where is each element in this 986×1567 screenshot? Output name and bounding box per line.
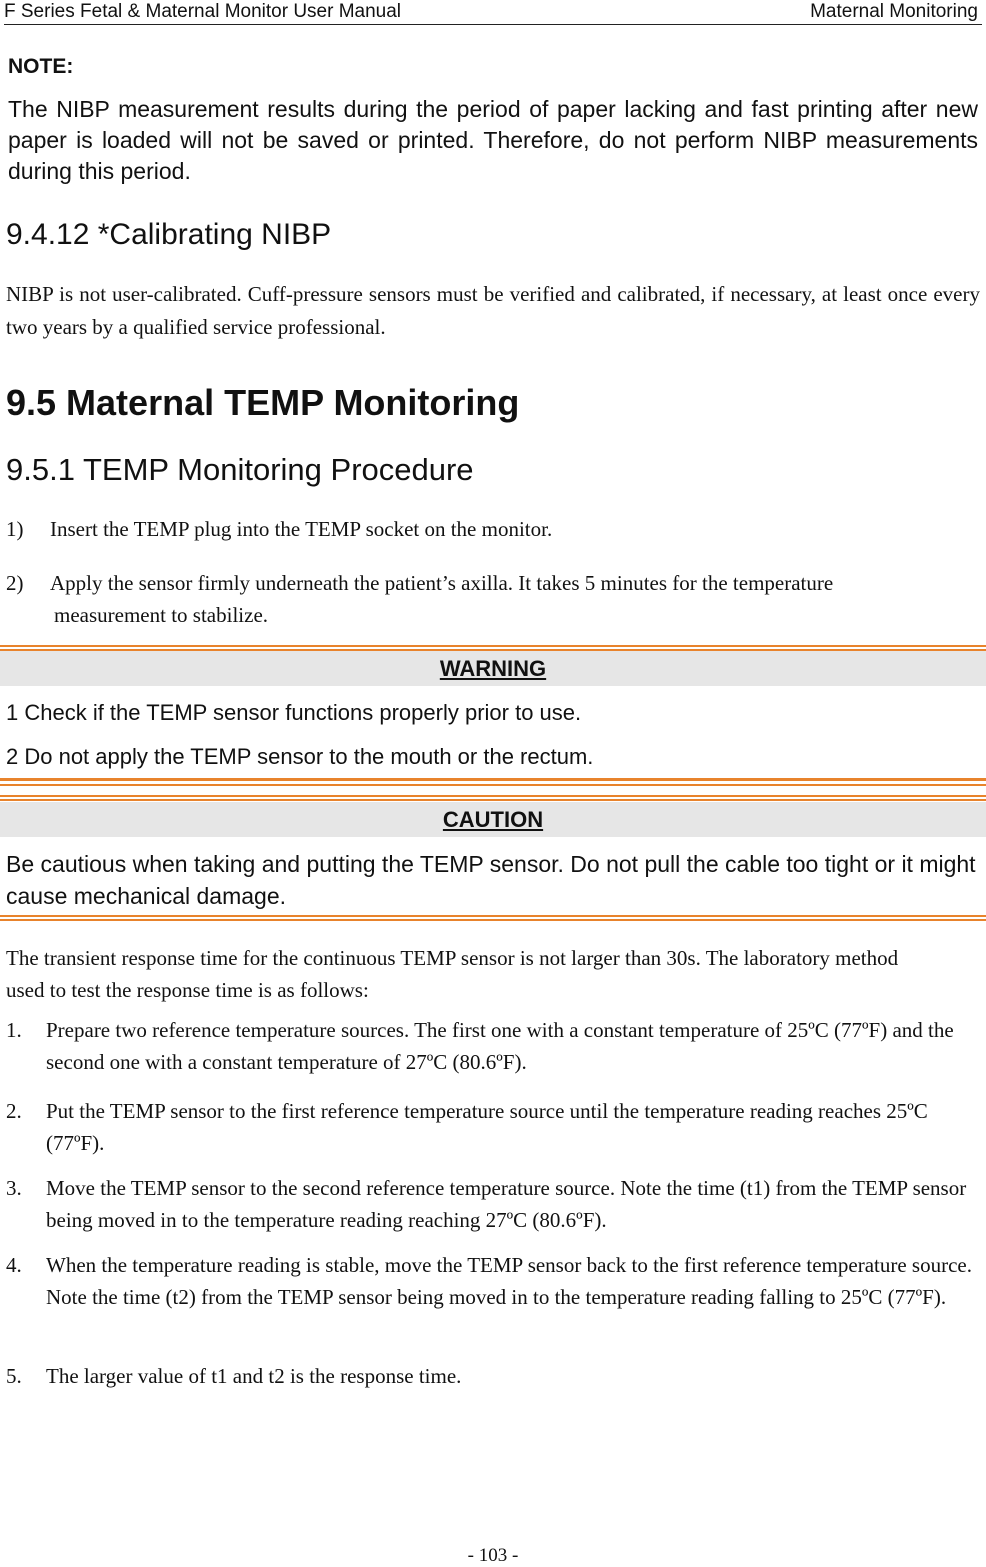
warning-title: WARNING xyxy=(439,656,547,681)
item-text: Put the TEMP sensor to the first reference temperature source until the temperature reading reaches 25ºC (77ºF). xyxy=(46,1099,928,1155)
item-text: When the temperature reading is stable, move the TEMP sensor back to the first reference temperature source. Note the time (t2) from the TEMP sensor being moved in to the temperature reading falling to 25ºC (77ºF). xyxy=(46,1253,972,1309)
note-title: NOTE: xyxy=(8,55,74,78)
manual-title: F Series Fetal & Maternal Monitor User Manual xyxy=(4,1,402,22)
procedure-step xyxy=(6,513,982,545)
item-number: 2. xyxy=(6,1099,22,1123)
step-number: 1) xyxy=(6,517,24,541)
procedure-heading: 9.5.1 TEMP Monitoring Procedure xyxy=(6,452,474,487)
caution-banner xyxy=(0,802,986,837)
response-item xyxy=(6,1172,982,1236)
caution-body: Be cautious when taking and putting the TEMP sensor. Do not pull the cable too tight or it might cause mechanical damage. xyxy=(6,851,976,909)
warning-banner xyxy=(0,651,986,686)
response-item xyxy=(6,1095,982,1159)
item-text: The larger value of t1 and t2 is the response time. xyxy=(46,1364,462,1388)
page-number: - 103 - xyxy=(467,1545,519,1566)
caution-top-rule xyxy=(0,795,986,801)
warning-item: 1 Check if the TEMP sensor functions properly prior to use. xyxy=(6,700,582,725)
item-number: 3. xyxy=(6,1176,22,1200)
note-body: The NIBP measurement results during the period of paper lacking and fast printing after new paper is loaded will not be saved or printed. Therefore, do not perform NIBP measurements during this period. xyxy=(8,96,978,184)
step-text: Insert the TEMP plug into the TEMP socket on the monitor. xyxy=(50,517,553,541)
item-text: Move the TEMP sensor to the second reference temperature source. Note the time (t1) from the TEMP sensor being moved in to the temperature reading reaching 27ºC (80.6ºF). xyxy=(46,1176,967,1232)
warning-bottom-rule xyxy=(0,778,986,786)
item-number: 1. xyxy=(6,1018,22,1042)
item-number: 5. xyxy=(6,1364,22,1388)
caution-bottom-rule xyxy=(0,915,986,921)
calibrating-body: NIBP is not user-calibrated. Cuff-pressure sensors must be verified and calibrated, if necessary, at least once every two years by a qualified service professional. xyxy=(6,282,980,339)
page-header xyxy=(4,0,982,25)
response-intro: The transient response time for the continuous TEMP sensor is not larger than 30s. The laboratory method used to test the response time is as follows: xyxy=(6,946,899,1002)
chapter-title: Maternal Monitoring xyxy=(810,1,978,22)
response-item xyxy=(6,1014,982,1078)
item-number: 4. xyxy=(6,1253,22,1277)
procedure-step xyxy=(6,567,982,631)
section-heading: 9.5 Maternal TEMP Monitoring xyxy=(6,382,520,423)
item-text: Prepare two reference temperature sources. The first one with a constant temperature of 25ºC (77ºF) and the second one with a constant temperature of 27ºC (80.6ºF). xyxy=(46,1018,954,1074)
response-item xyxy=(6,1249,982,1313)
step-text: Apply the sensor firmly underneath the patient’s axilla. It takes 5 minutes for the temperature xyxy=(50,571,834,595)
step-number: 2) xyxy=(6,571,24,595)
response-item xyxy=(6,1360,982,1392)
calibrating-heading: 9.4.12 *Calibrating NIBP xyxy=(6,218,332,251)
caution-title: CAUTION xyxy=(442,807,544,832)
warning-item: 2 Do not apply the TEMP sensor to the mouth or the rectum. xyxy=(6,744,594,769)
step-text-continued: measurement to stabilize. xyxy=(54,603,269,627)
